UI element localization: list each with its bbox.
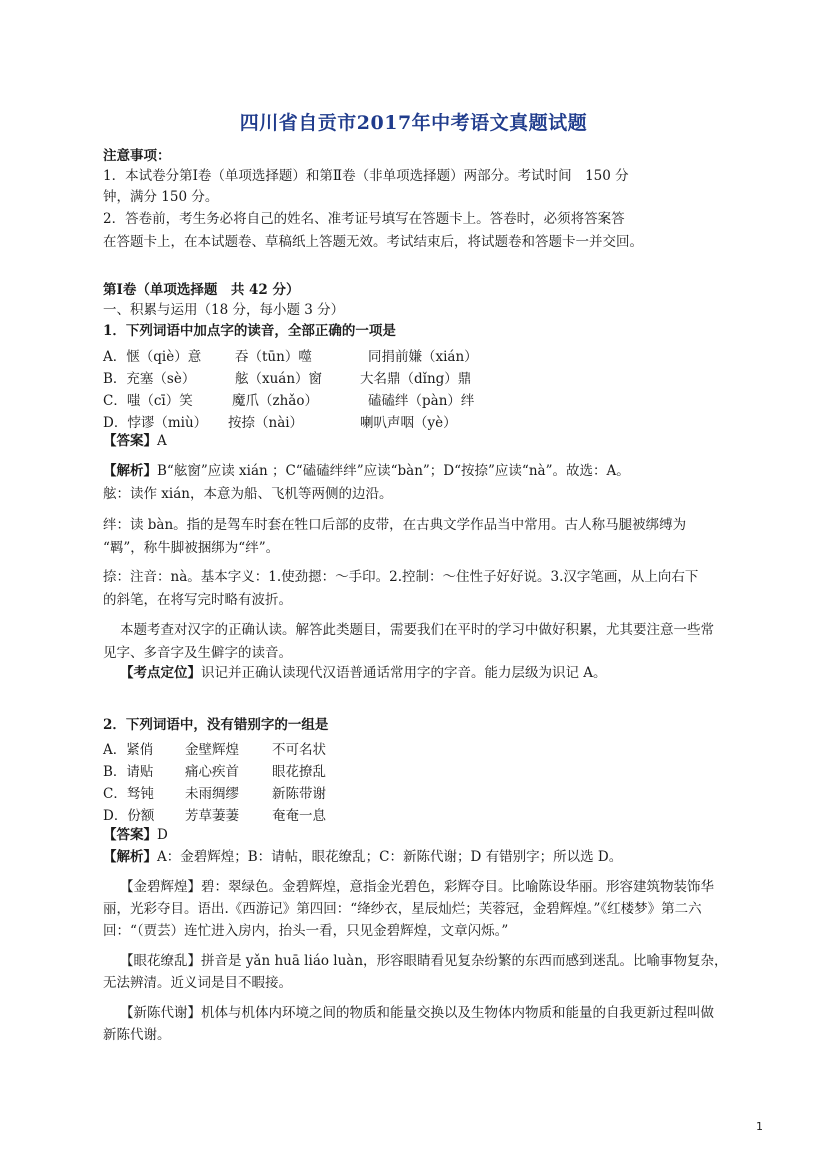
q1-option-c-2: 魔爪（zhǎo） [232, 393, 318, 409]
q1-option-c-3: 磕磕绊（pàn）绊 [368, 393, 475, 409]
q2-answer [103, 826, 168, 844]
q2-option-b-2: 痛心疾首 [185, 764, 239, 780]
q2-yanhua-label: 【眼花缭乱】 [120, 953, 201, 969]
q1-note-ban-1: 绊：读 bàn。指的是驾车时套在牲口后部的皮带，在古典文学作品当中常用。古人称马腿被绑缚为 [103, 517, 687, 533]
q1-analysis-label: 【解析】 [103, 463, 157, 479]
section-heading: 一、积累与运用（18 分，每小题 3 分） [103, 302, 345, 318]
q2-analysis [103, 848, 622, 866]
page-number: 1 [756, 1120, 763, 1133]
q2-option-a-3: 不可名状 [272, 742, 326, 758]
q2-option-c-1: C．驽钝 [103, 786, 154, 802]
q2-option-d-1: D．份额 [103, 808, 155, 824]
q2-analysis-label: 【解析】 [103, 849, 157, 865]
q1-option-b-2: 舷（xuán）窗 [235, 371, 323, 387]
q1-option-a-1: A．惬（qiè）意 [103, 349, 202, 365]
notice-line-2b: 在答题卡上，在本试题卷、草稿纸上答题无效。考试结束后，将试题卷和答题卡一并交回。 [103, 234, 643, 250]
notice-line-1a: 1．本试卷分第Ⅰ卷（单项选择题）和第Ⅱ卷（非单项选择题）两部分。考试时间 150 分 [103, 168, 629, 184]
q2-answer-value: D [157, 827, 168, 843]
q1-answer-value: A [157, 433, 167, 449]
q2-option-c-3: 新陈带谢 [272, 786, 326, 802]
q1-option-b-1: B．充塞（sè） [103, 371, 196, 387]
q1-summary-1: 本题考查对汉字的正确认读。解答此类题目，需要我们在平时的学习中做好积累，尤其要注意一些常 [120, 622, 714, 638]
notice-line-1b: 钟，满分 150 分。 [103, 189, 219, 205]
q2-xinchen-label: 【新陈代谢】 [120, 1005, 201, 1021]
q2-analysis-text: A：金碧辉煌；B：请帖，眼花缭乱；C：新陈代谢；D 有错别字；所以选 D。 [157, 849, 623, 865]
q2-jinbi-text-1: 碧：翠绿色。金碧辉煌，意指金光碧色，彩辉夺目。比喻陈设华丽。形容建筑物装饰华 [201, 879, 714, 895]
q1-option-a-2: 吞（tūn）噬 [235, 349, 312, 365]
q2-yanhua-2: 无法辨清。近义词是目不暇接。 [103, 975, 292, 991]
q1-note-xian: 舷：读作 xián，本意为船、飞机等两侧的边沿。 [103, 486, 393, 502]
q1-kaodian-label: 【考点定位】 [120, 665, 201, 681]
q2-option-a-2: 金壁辉煌 [185, 742, 239, 758]
notice-line-2a: 2．答卷前，考生务必将自己的姓名、准考证号填写在答题卡上。答卷时，必须将答案答 [103, 211, 625, 227]
part1-heading: 第Ⅰ卷（单项选择题 共 42 分） [103, 282, 300, 298]
q2-answer-label: 【答案】 [103, 827, 157, 843]
q1-answer [103, 432, 167, 450]
q2-option-c-2: 未雨绸缪 [185, 786, 239, 802]
q1-option-b-3: 大名鼎（dǐng）鼎 [360, 371, 472, 387]
q2-jinbi-3: 回：“（贾芸）连忙进入房内，抬头一看，只见金碧辉煌，文章闪烁。” [103, 923, 509, 939]
q1-note-ban-2: “羁”，称牛脚被捆绑为“绊”。 [103, 540, 280, 556]
q1-option-c-1: C．嗤（cī）笑 [103, 393, 193, 409]
q2-jinbi-1 [120, 878, 714, 896]
q1-option-d-2: 按捺（nài） [228, 415, 304, 431]
q2-yanhua-1 [120, 952, 728, 970]
q1-stem: 1．下列词语中加点字的读音，全部正确的一项是 [103, 323, 396, 339]
notice-heading: 注意事项： [103, 148, 171, 164]
q1-summary-2: 见字、多音字及生僻字的读音。 [103, 645, 292, 661]
q2-option-b-3: 眼花撩乱 [272, 764, 326, 780]
q2-option-a-1: A．紧俏 [103, 742, 154, 758]
q1-analysis [103, 462, 630, 480]
q2-jinbi-2: 丽，光彩夺目。语出.《西游记》第四回：“绛纱衣，星辰灿烂；芙蓉冠，金碧辉煌。”《红楼梦》第二六 [103, 901, 702, 917]
q1-option-d-3: 喇叭声咽（yè） [360, 415, 457, 431]
q2-yanhua-text-1: 拼音是 yǎn huā liáo luàn，形容眼睛看见复杂纷繁的东西而感到迷乱。比喻事物复杂， [201, 953, 728, 969]
q1-kaodian-text: 识记并正确认读现代汉语普通话常用字的字音。能力层级为识记 A。 [201, 665, 607, 681]
q2-option-d-2: 芳草萋萋 [185, 808, 239, 824]
q2-xinchen-1 [120, 1004, 714, 1022]
q1-note-na-1: 捺：注音：nà。基本字义：1.使劲摁：～手印。2.控制：～住性子好好说。3.汉字笔画，从上向右下 [103, 569, 699, 585]
q2-option-b-1: B．请贴 [103, 764, 154, 780]
q2-stem: 2．下列词语中，没有错别字的一组是 [103, 717, 329, 733]
q2-xinchen-text-1: 机体与机体内环境之间的物质和能量交换以及生物体内物质和能量的自我更新过程叫做 [201, 1005, 714, 1021]
q1-option-a-3: 同捐前嫌（xián） [368, 349, 478, 365]
q1-note-na-2: 的斜笔，在将写完时略有波折。 [103, 592, 292, 608]
q2-jinbi-label: 【金碧辉煌】 [120, 879, 201, 895]
q1-analysis-text: B“舷窗”应读 xián ；C“磕磕绊绊”应读“bàn”；D“按捺”应读“nà”。故选：A。 [157, 463, 630, 479]
q1-kaodian [120, 664, 607, 682]
q1-answer-label: 【答案】 [103, 433, 157, 449]
q2-option-d-3: 奄奄一息 [272, 808, 326, 824]
page-title: 四川省自贡市2017年中考语文真题试题 [239, 112, 588, 134]
q2-xinchen-2: 新陈代谢。 [103, 1027, 171, 1043]
q1-option-d-1: D．悖谬（miù） [103, 415, 208, 431]
